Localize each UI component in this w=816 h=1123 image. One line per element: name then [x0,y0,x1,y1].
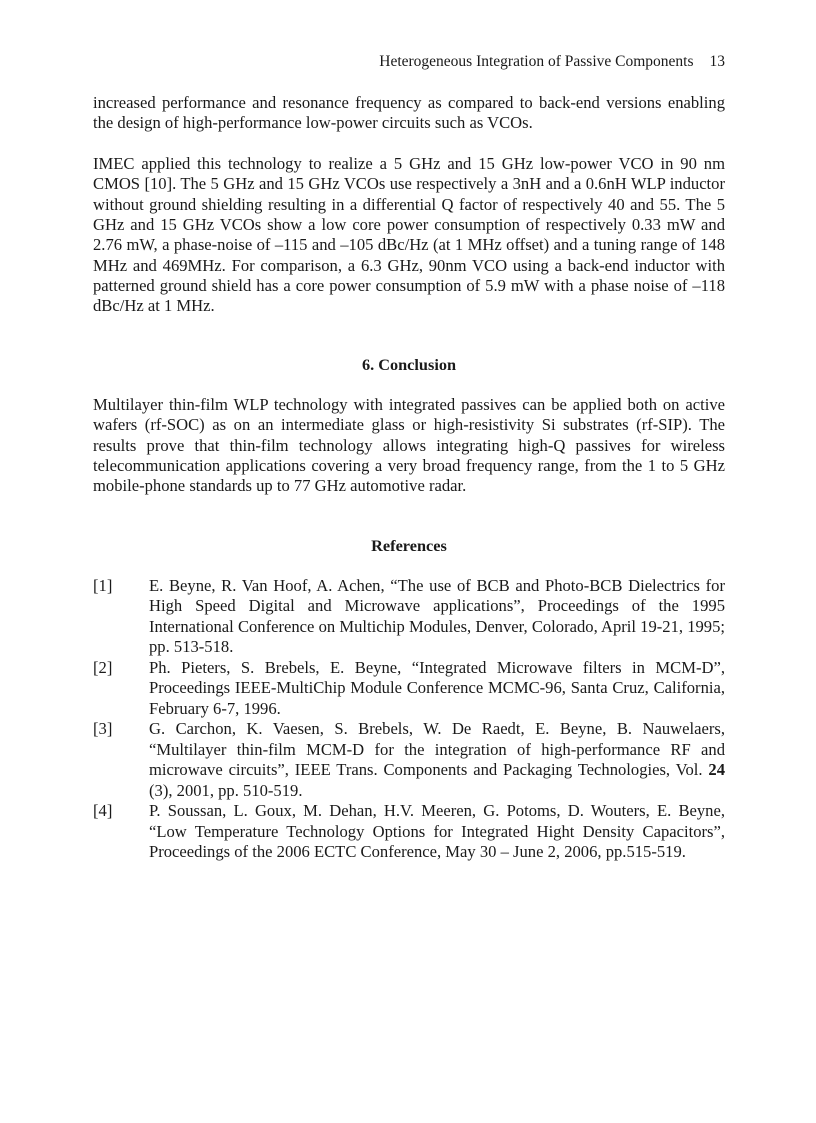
paragraph-continued: increased performance and resonance frequency as compared to back-end versions enabling the design of high-performance low-power circuits such as VCOs. [93,93,725,133]
reference-text: P. Soussan, L. Goux, M. Dehan, H.V. Meeren, G. Potoms, D. Wouters, E. Beyne, “Low Temperature Technology Options for Integrated Hight Density Capacitors”, Proceedings of the 2006 ECTC Conference, May 30 – June 2, 2006, pp.515-519. [149,801,725,862]
reference-text: Ph. Pieters, S. Brebels, E. Beyne, “Integrated Microwave filters in MCM-D”, Proceedings IEEE-MultiChip Module Conference MCMC-96, Santa Cruz, California, February 6-7, 1996. [149,657,725,718]
page-number: 13 [709,53,725,70]
reference-item [93,658,725,720]
running-head-title: Heterogeneous Integration of Passive Components [379,53,694,70]
reference-number: [3] [93,719,113,739]
paragraph-conclusion: Multilayer thin-film WLP technology with integrated passives can be applied both on active wafers (rf-SOC) as on an intermediate glass or high-resistivity Si substrates (rf-SIP). The results prove that thin-film technology allows integrating high-Q passives for wireless telecommunication applications covering a very broad frequency range, from the 1 to 5 GHz mobile-phone standards up to 77 GHz automotive radar. [93,394,725,496]
reference-item [93,576,725,658]
reference-text: E. Beyne, R. Van Hoof, A. Achen, “The use of BCB and Photo-BCB Dielectrics for High Speed Digital and Microwave applications”, Proceedings of the 1995 International Conference on Multichip Modules, Denver, Colorado, April 19-21, 1995; pp. 513-518. [149,575,725,657]
reference-volume: 24 [708,760,725,780]
reference-text-before-volume: G. Carchon, K. Vaesen, S. Brebels, W. De Raedt, E. Beyne, B. Nauwelaers, “Multilayer thin-film MCM-D for the integration of high-performance RF and microwave circuits”, IEEE Trans. Components and Packaging Technologies, Vol. [149,719,725,780]
reference-text-after-volume: (3), 2001, pp. 510-519. [149,780,303,800]
reference-number: [2] [93,657,113,677]
reference-item [93,719,725,801]
reference-item [93,801,725,863]
reference-list [93,576,725,863]
references-heading: References [371,536,447,556]
paragraph-imec-vco: IMEC applied this technology to realize a 5 GHz and 15 GHz low-power VCO in 90 nm CMOS [10]. The 5 GHz and 15 GHz VCOs use respectively a 3nH and a 0.6nH WLP inductor without ground shielding resulting in a differential Q factor of respectively 40 and 55. The 5 GHz and 15 GHz VCOs show a low core power consumption of respectively 0.33 mW and 2.76 mW, a phase-noise of –115 and –105 dBc/Hz (at 1 MHz offset) and a tuning range of 148 MHz and 469MHz. For comparison, a 6.3 GHz, 90nm VCO using a back-end inductor with patterned ground shield has a core power consumption of 5.9 mW with a phase noise of –118 dBc/Hz at 1 MHz. [93,154,725,316]
reference-number: [4] [93,801,113,821]
reference-number: [1] [93,575,113,595]
conclusion-heading: 6. Conclusion [361,355,457,375]
running-header [93,52,725,72]
document-page [93,52,725,863]
reference-text [149,719,725,801]
